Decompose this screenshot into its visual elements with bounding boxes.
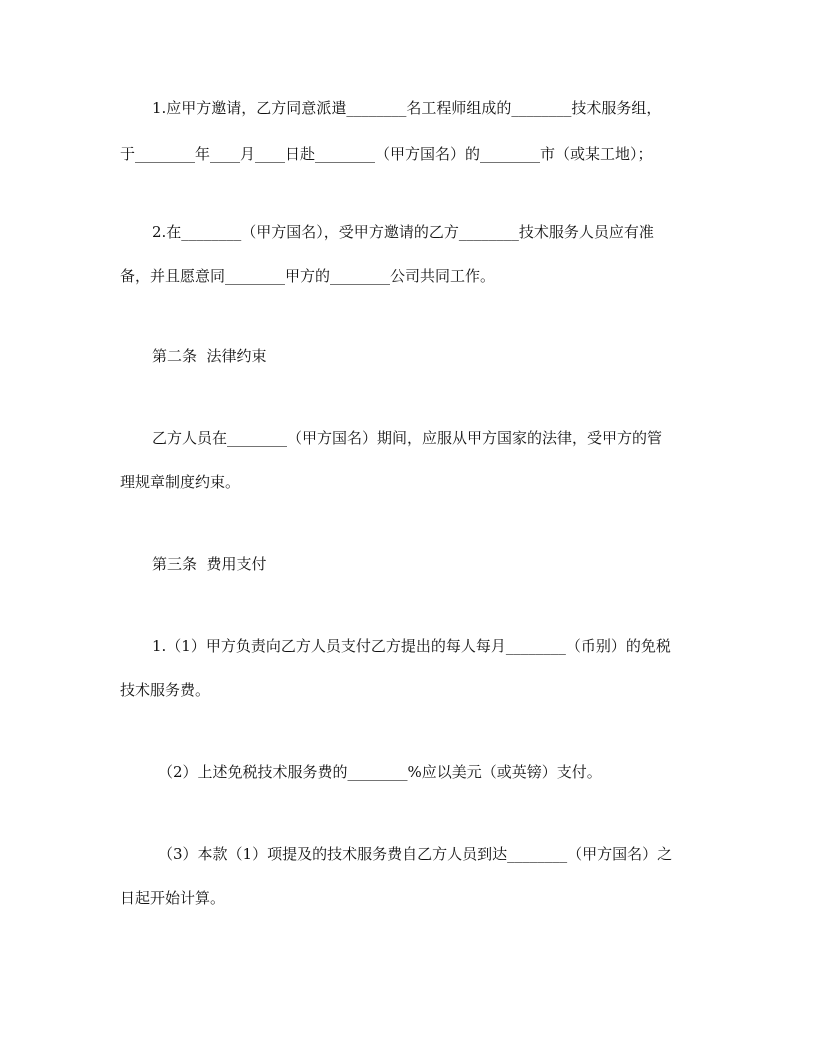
- article-3-heading: 第三条 费用支付: [152, 555, 267, 573]
- article-3-item-1-line-1: 1.（1）甲方负责向乙方人员支付乙方提出的每人每月________（币别）的免税: [152, 637, 671, 655]
- article-3-item-3-line-1: （3）本款（1）项提及的技术服务费自乙方人员到达________（甲方国名）之: [158, 845, 673, 863]
- article-2-line-1: 乙方人员在________（甲方国名）期间，应服从甲方国家的法律，受甲方的管: [152, 429, 663, 447]
- article-3-item-2: （2）上述免税技术服务费的________%应以美元（或英镑）支付。: [158, 763, 602, 781]
- clause-2-line-2: 备，并且愿意同________甲方的________公司共同工作。: [120, 267, 496, 285]
- clause-2-line-1: 2.在________（甲方国名），受甲方邀请的乙方________技术服务人员应有准: [152, 223, 654, 241]
- article-2-line-2: 理规章制度约束。: [120, 473, 241, 491]
- clause-1-line-1: 1.应甲方邀请，乙方同意派遣________名工程师组成的________技术服务组，: [152, 99, 662, 117]
- article-3-item-1-line-2: 技术服务费。: [120, 681, 211, 699]
- article-2-heading: 第二条 法律约束: [152, 347, 267, 365]
- article-3-item-3-line-2: 日起开始计算。: [120, 889, 226, 907]
- clause-1-line-2: 于________年____月____日赴________（甲方国名）的________市（或某工地）；: [120, 145, 653, 163]
